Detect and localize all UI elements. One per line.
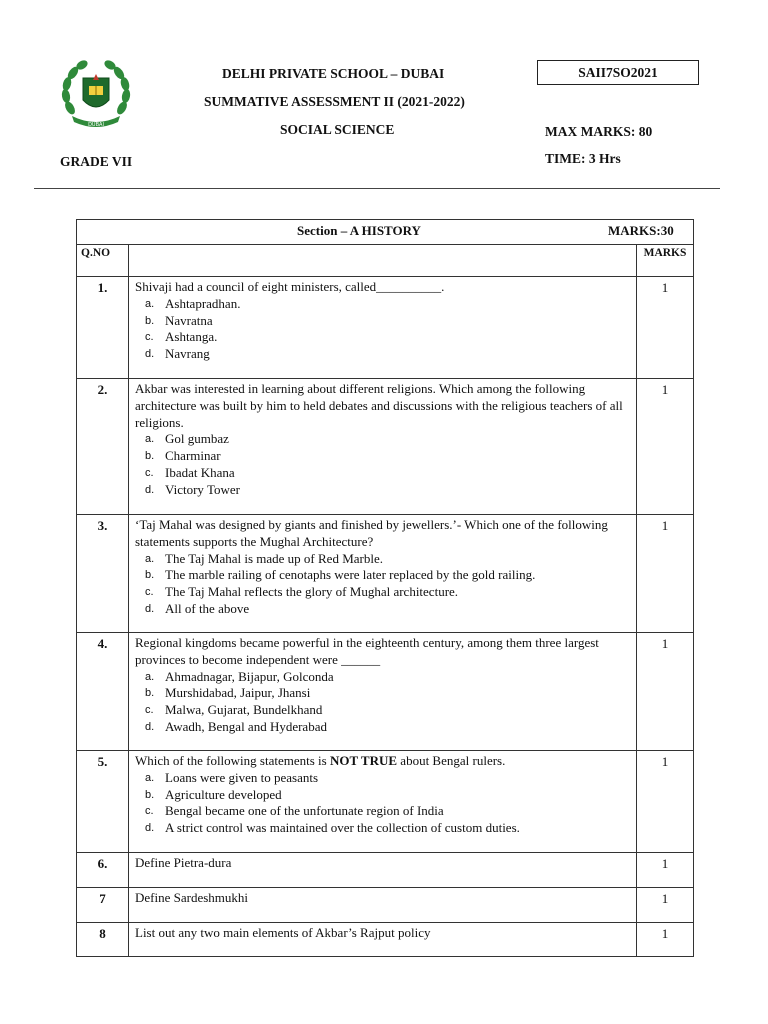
option-list [135,431,628,498]
paper-code: SAII7SO2021 [537,60,699,85]
option: b. Agriculture developed [145,786,282,802]
option: a. The Taj Mahal is made up of Red Marble. [145,550,383,566]
question-marks: 1 [637,515,694,633]
option: b. Charminar [145,448,221,464]
question-marks: 1 [637,923,694,957]
school-logo [58,56,134,132]
grade-label: GRADE VII [60,154,133,169]
assessment-title: SUMMATIVE ASSESSMENT II (2021-2022) [204,94,465,109]
option: b. Murshidabad, Jaipur, Jhansi [145,685,311,701]
question-marks: 1 [637,751,694,853]
option: c. Ashtanga. [145,329,218,345]
question-number: 6. [77,853,129,888]
option-list [135,669,628,736]
header-divider [34,188,720,189]
option: a. Ahmadnagar, Bijapur, Golconda [145,668,334,684]
question-row [77,515,694,633]
question-marks: 1 [637,379,694,515]
option: a. Gol gumbaz [145,431,229,447]
question-body [129,515,637,633]
question-row [77,633,694,751]
question-body [129,277,637,379]
question-marks: 1 [637,853,694,888]
question-number: 8 [77,923,129,957]
question-text: Define Sardeshmukhi [129,888,637,923]
option: c. Bengal became one of the unfortunate region of India [145,803,444,819]
question-number: 2. [77,379,129,515]
col-marks: MARKS [637,245,694,277]
option-list [135,296,628,363]
option: c. The Taj Mahal reflects the glory of Mughal architecture. [145,584,459,600]
question-table [76,219,694,957]
question-row [77,923,694,957]
question-marks: 1 [637,277,694,379]
subject-title: SOCIAL SCIENCE [280,122,395,137]
question-number: 7 [77,888,129,923]
option-list [135,551,628,618]
question-row [77,379,694,515]
section-header-row [77,220,694,245]
question-text: Akbar was interested in learning about different religions. Which among the following architecture was built by him to held debates and discussions with the religious teachers of all religions. [135,381,623,430]
school-name: DELHI PRIVATE SCHOOL – DUBAI [222,66,445,81]
question-row [77,888,694,923]
question-marks: 1 [637,633,694,751]
option: c. Ibadat Khana [145,464,235,480]
section-title: Section – A HISTORY [297,223,421,238]
exam-time: TIME: 3 Hrs [545,151,621,166]
option: d. Awadh, Bengal and Hyderabad [145,718,327,734]
question-number: 5. [77,751,129,853]
question-text: Define Pietra-dura [129,853,637,888]
option: a. Loans were given to peasants [145,769,319,785]
question-text: List out any two main elements of Akbar’s Rajput policy [129,923,637,957]
question-number: 4. [77,633,129,751]
question-body [129,633,637,751]
question-text: Which of the following statements is NOT TRUE about Bengal rulers. [135,753,506,768]
svg-text:DUBAI: DUBAI [88,122,104,128]
question-number: 3. [77,515,129,633]
question-body [129,379,637,515]
option-list [135,770,628,837]
col-qno: Q.NO [77,245,129,277]
option: a. Ashtapradhan. [145,295,241,311]
option: d. Navrang [145,346,210,362]
question-row [77,277,694,379]
column-header-row [77,245,694,277]
question-number: 1. [77,277,129,379]
question-text: ‘Taj Mahal was designed by giants and finished by jewellers.’- Which one of the following statements supports the Mughal Architecture? [135,517,608,549]
option: d. A strict control was maintained over the collection of custom duties. [145,820,520,836]
question-body [129,751,637,853]
option: d. Victory Tower [145,481,240,497]
option: c. Malwa, Gujarat, Bundelkhand [145,702,323,718]
option: b. The marble railing of cenotaphs were later replaced by the gold railing. [145,567,536,583]
section-marks: MARKS:30 [608,223,674,238]
max-marks: MAX MARKS: 80 [545,124,653,139]
question-marks: 1 [637,888,694,923]
question-text: Shivaji had a council of eight ministers, called__________. [135,279,445,294]
question-row [77,853,694,888]
question-text: Regional kingdoms became powerful in the eighteenth century, among them three largest provinces to become independent were ______ [135,635,599,667]
question-row [77,751,694,853]
option: d. All of the above [145,600,250,616]
option: b. Navratna [145,312,213,328]
